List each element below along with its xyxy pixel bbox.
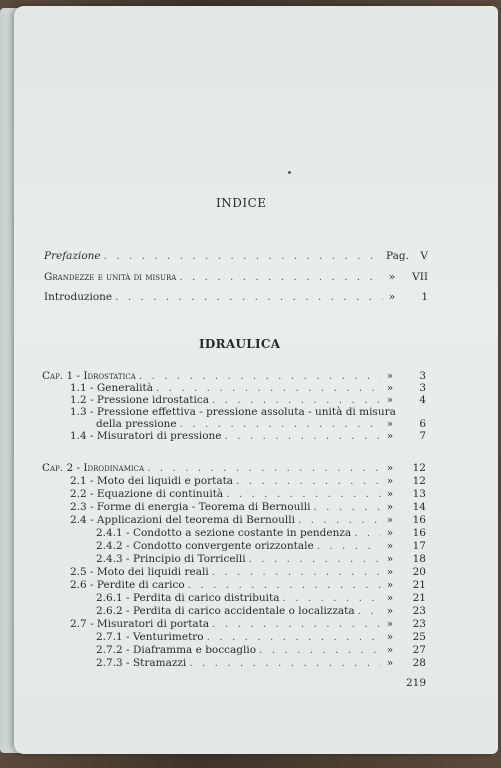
entry-mark: » <box>386 527 394 539</box>
entry-label: 2.7.2 - Diaframma e boccaglio <box>96 644 257 656</box>
toc-entry-2-7-2[interactable] <box>96 644 426 656</box>
entry-mark: » <box>386 394 394 406</box>
toc-entry-grandezze[interactable] <box>44 271 428 283</box>
leader-dots <box>139 370 381 382</box>
entry-label: 2.4.2 - Condotto convergente orizzontale <box>96 540 314 552</box>
toc-entry-2-7-1[interactable] <box>96 631 426 643</box>
leader-dots <box>354 527 381 539</box>
index-title: INDICE <box>216 196 267 210</box>
toc-entry-1-2[interactable] <box>70 394 426 406</box>
toc-entry-1-3[interactable] <box>70 406 426 418</box>
entry-label: 2.1 - Moto dei liquidi e portata <box>70 475 234 487</box>
entry-mark: » <box>386 644 394 656</box>
entry-label: Cap. 2 - Idrodinamica <box>42 462 145 474</box>
entry-label: 2.4 - Applicazioni del teorema di Bernoulli <box>70 514 295 526</box>
entry-page: 16 <box>412 527 426 539</box>
entry-page: 25 <box>412 631 426 643</box>
entry-page: 12 <box>412 462 426 474</box>
entry-label: 2.7.3 - Stramazzi <box>96 657 187 669</box>
entry-mark: » <box>386 514 394 526</box>
toc-entry-2-7[interactable] <box>70 618 426 630</box>
leader-dots <box>212 566 381 578</box>
leader-dots <box>259 644 381 656</box>
entry-label: 2.6.2 - Perdita di carico accidentale o localizzata <box>96 605 355 617</box>
entry-page: 23 <box>412 605 426 617</box>
entry-page: 12 <box>412 475 426 487</box>
entry-page: 3 <box>419 370 426 382</box>
entry-mark: » <box>386 553 394 565</box>
page-number: 219 <box>406 677 427 689</box>
leader-dots <box>249 553 381 565</box>
entry-label: 2.4.3 - Principio di Torricelli <box>96 553 246 565</box>
leader-dots <box>212 618 381 630</box>
toc-entry-2-6[interactable] <box>70 579 426 591</box>
toc-entry-1-3-cont[interactable] <box>96 418 426 430</box>
entry-label: Grandezze e unità di misura <box>44 271 177 283</box>
leader-dots <box>298 514 381 526</box>
leader-dots <box>207 631 381 643</box>
entry-page: 16 <box>412 514 426 526</box>
toc-entry-cap1[interactable] <box>42 370 426 382</box>
entry-mark: » <box>386 475 394 487</box>
entry-page: 6 <box>419 418 426 430</box>
leader-dots <box>188 579 381 591</box>
toc-entry-2-7-3[interactable] <box>96 657 426 669</box>
entry-mark: » <box>386 418 394 430</box>
toc-entry-2-1[interactable] <box>70 475 426 487</box>
leader-dots <box>283 592 381 604</box>
leader-dots <box>189 657 381 669</box>
entry-label: 1.4 - Misuratori di pressione <box>70 430 222 442</box>
entry-page: 17 <box>412 540 426 552</box>
entry-mark: » <box>386 618 394 630</box>
entry-label: 2.4.1 - Condotto a sezione costante in pendenza <box>96 527 352 539</box>
toc-entry-2-6-1[interactable] <box>96 592 426 604</box>
entry-mark: » <box>388 291 396 303</box>
entry-label: 2.6.1 - Perdita di carico distribuita <box>96 592 280 604</box>
entry-page: 23 <box>412 618 426 630</box>
entry-page: 27 <box>412 644 426 656</box>
entry-mark: » <box>386 540 394 552</box>
toc-entry-2-4-2[interactable] <box>96 540 426 552</box>
entry-label: 1.2 - Pressione idrostatica <box>70 394 209 406</box>
entry-mark: » <box>386 462 394 474</box>
toc-entry-2-3[interactable] <box>70 501 426 513</box>
entry-label: 2.6 - Perdite di carico <box>70 579 185 591</box>
entry-label: della pressione <box>96 418 177 430</box>
leader-dots <box>180 418 381 430</box>
toc-entry-1-1[interactable] <box>70 382 426 394</box>
leader-dots <box>156 382 381 394</box>
toc-entry-2-2[interactable] <box>70 488 426 500</box>
leader-dots <box>236 475 381 487</box>
entry-mark: » <box>386 579 394 591</box>
entry-label: 2.3 - Forme di energia - Teorema di Bernoulli <box>70 501 311 513</box>
leader-dots <box>115 291 383 303</box>
entry-mark: » <box>386 382 394 394</box>
entry-page: 21 <box>412 592 426 604</box>
entry-label: 1.1 - Generalità <box>70 382 153 394</box>
entry-page: 7 <box>419 430 426 442</box>
leader-dots <box>212 394 381 406</box>
toc-entry-2-4[interactable] <box>70 514 426 526</box>
leader-dots <box>226 488 381 500</box>
toc-entry-introduzione[interactable] <box>44 291 428 303</box>
entry-page: VII <box>412 271 428 283</box>
entry-mark: Pag. <box>386 250 409 262</box>
entry-label: Cap. 1 - Idrostatica <box>42 370 136 382</box>
entry-mark: » <box>386 501 394 513</box>
section-title: IDRAULICA <box>199 337 281 351</box>
paper-speck <box>288 171 291 174</box>
entry-page: 20 <box>412 566 426 578</box>
toc-entry-2-4-3[interactable] <box>96 553 426 565</box>
entry-page: 18 <box>412 553 426 565</box>
entry-page: V <box>420 250 428 262</box>
entry-mark: » <box>388 271 396 283</box>
toc-entry-2-4-1[interactable] <box>96 527 426 539</box>
entry-label: 2.7.1 - Venturimetro <box>96 631 204 643</box>
entry-label: 1.3 - Pressione effettiva - pressione assoluta - unità di misura <box>70 406 396 418</box>
toc-entry-2-5[interactable] <box>70 566 426 578</box>
entry-page: 4 <box>419 394 426 406</box>
leader-dots <box>104 250 383 262</box>
toc-entry-prefazione[interactable] <box>44 250 428 262</box>
entry-label: Introduzione <box>44 291 113 303</box>
toc-entry-2-6-2[interactable] <box>96 605 426 617</box>
leader-dots <box>225 430 381 442</box>
leader-dots <box>313 501 381 513</box>
leader-dots <box>147 462 381 474</box>
entry-mark: » <box>386 430 394 442</box>
entry-mark: » <box>386 566 394 578</box>
entry-page: 13 <box>412 488 426 500</box>
entry-mark: » <box>386 488 394 500</box>
entry-mark: » <box>386 370 394 382</box>
entry-page: 1 <box>421 291 428 303</box>
entry-mark: » <box>386 605 394 617</box>
entry-mark: » <box>386 657 394 669</box>
leader-dots <box>358 605 381 617</box>
entry-label: Prefazione <box>44 250 101 262</box>
leader-dots <box>179 271 383 283</box>
entry-mark: » <box>386 592 394 604</box>
entry-label: 2.5 - Moto dei liquidi reali <box>70 566 209 578</box>
toc-entry-1-4[interactable] <box>70 430 426 442</box>
entry-page: 28 <box>412 657 426 669</box>
entry-label: 2.7 - Misuratori di portata <box>70 618 210 630</box>
entry-label: 2.2 - Equazione di continuità <box>70 488 224 500</box>
entry-mark: » <box>386 631 394 643</box>
entry-page: 14 <box>412 501 426 513</box>
leader-dots <box>317 540 381 552</box>
entry-page: 3 <box>419 382 426 394</box>
entry-page: 21 <box>412 579 426 591</box>
toc-entry-cap2[interactable] <box>42 462 426 474</box>
